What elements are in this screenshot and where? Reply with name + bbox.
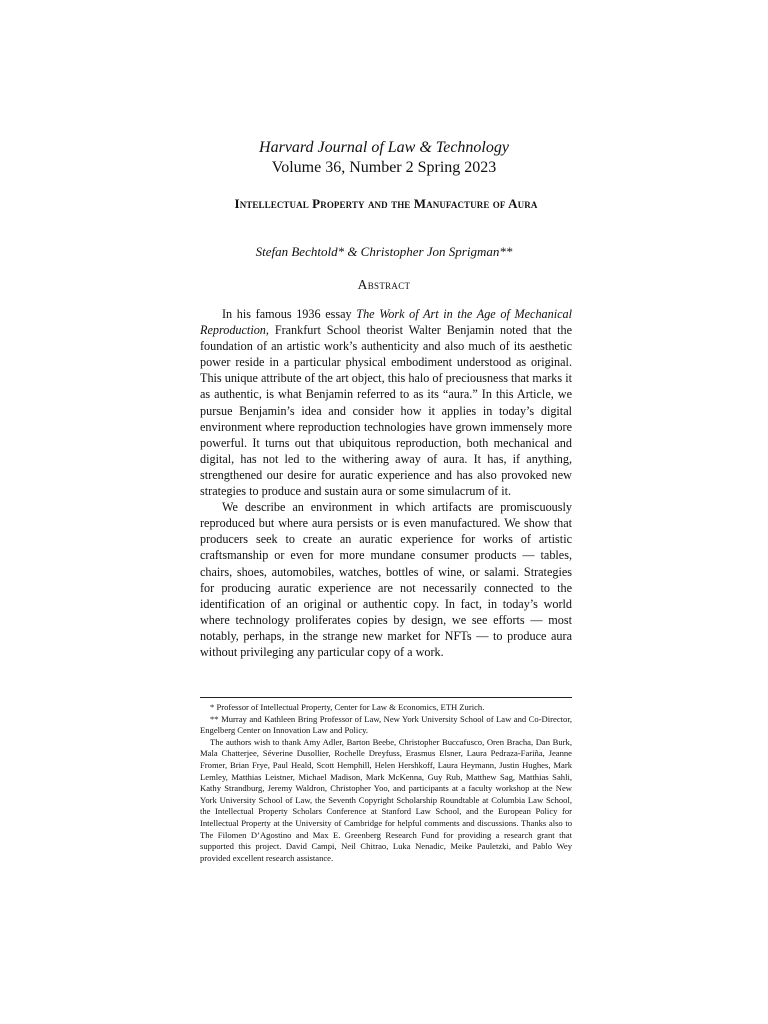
journal-volume: Volume 36, Number 2 Spring 2023 [271,159,497,176]
abstract-body [200,306,572,660]
abstract-paragraph: We describe an environment in which artifacts are promiscuously reproduced but where aura persists or is even manufactured. We show that producers seek to create an auratic experience for works of artistic craftsmanship or even for more mundane consumer products — tables, chairs, shoes, automobiles, watches, bottles of wine, or salami. Strategies for producing auratic experience are not necessarily connected to the identification of an original or authentic copy. In fact, in today’s world where technology proliferates copies by design, we see efforts — most notably, perhaps, in the strange new market for NFTs — to produce aura without privileging any particular copy of a work. [200,500,572,659]
footnote: * Professor of Intellectual Property, Center for Law & Economics, ETH Zurich. [210,702,485,712]
footnotes [200,702,572,864]
abstract-p1-rest: , Frankfurt School theorist Walter Benjamin noted that the foundation of an artistic work’s authenticity and also much of its aesthetic power reside in a particular physical embodiment understood as original. This unique attribute of the art object, this halo of preciousness that marks it as authentic, is what Benjamin referred to as its “aura.” In this Article, we pursue Benjamin’s idea and consider how it applies in today’s digital environment where reproduction technologies have grown immensely more powerful. It turns out that ubiquitous reproduction, both mechanical and digital, has not led to the withering away of aura. It has, if anything, strengthened our desire for auratic experience and has also provoked new strategies to produce and sustain aura or some simulacrum of it. [200,323,572,499]
cited-work-title: The Work of Art in the Age of Mechanical Reproduction [200,307,573,338]
footnote: ** Murray and Kathleen Bring Professor of Law, New York University School of Law and Co-Director, Engelberg Center on Innovation Law and Policy. [200,713,572,736]
footnote: The authors wish to thank Amy Adler, Barton Beebe, Christopher Buccafusco, Oren Bracha, Dan Burk, Mala Chatterjee, Séverine Dusollier, Rochelle Dreyfuss, Erasmus Elsner, Laura Pedraza-Fariña, Jeanne Fromer, Brian Frye, Paul Heald, Scott Hemphill, Helen Hershkoff, Laura Heymann, Justin Hughes, Mark Lemley, Matthias Leistner, Michael Madison, Mark McKenna, Guy Rub, Matthew Sag, Matthias Sahli, Kathy Strandburg, Jeremy Waldron, Christopher Yoo, and participants at a faculty workshop at the New York University School of Law, the Seventh Copyright Scholarship Roundtable at Columbia Law School, the Intellectual Property Scholars Conference at Stanford Law School, and the European Policy for Intellectual Property at the University of Cambridge for helpful comments and discussions. Thanks also to The Filomen D’Agostino and Max E. Greenberg Research Fund for providing a research grant that supported this project. David Campi, Neil Chitrao, Luka Nenadic, Meike Pauletzki, and Pablo Wey provided excellent research assistance. [200,736,572,863]
abstract-paragraph [200,306,572,499]
article-authors: Stefan Bechtold* & Christopher Jon Sprigman** [255,244,513,259]
abstract-p1-start: In his famous 1936 essay [222,307,357,321]
journal-name: Harvard Journal of Law & Technology [259,139,509,156]
abstract-heading: Abstract [357,277,411,292]
footnote-divider [200,697,572,698]
article-title: Intellectual Property and the Manufacture of Aura [234,196,538,211]
